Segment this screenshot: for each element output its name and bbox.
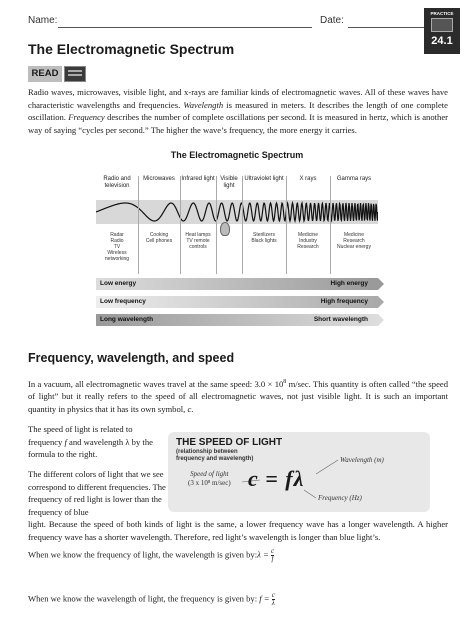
section-heading: Frequency, wavelength, and speed [28,351,235,365]
figure-title: The Electromagnetic Spectrum [170,150,304,160]
column-divider [180,176,181,274]
intro-paragraph: Radio waves, microwaves, visible light, and x-rays are familiar kinds of electromagnetic waves. All of these waves have characteristic wavelengths and frequencies. Wavelength is measured in meters. It describes the length of one complete oscillation. Frequency describes the number of complete oscillations per second. It is measured in hertz, which is another way of saying “cycles per second.” The higher the wave’s frequency, the more energy it carries. [28,87,448,135]
spectrum-columns [96,176,378,276]
speed-label: Speed of light (3 x 10⁸ m/sec) [188,470,231,487]
column-uses: Cooking Cell phones [145,232,173,244]
high-frequency-label: High frequency [320,298,368,305]
worksheet-header [28,14,404,30]
column-name: Microwaves [143,176,175,182]
wavelength-fraction: $\frac{c}{f}$ [270,547,275,563]
column-name: Infrared light [181,176,215,182]
column-uses: Medicine Research Nuclear energy [337,232,371,250]
column-name: Visible light [220,176,238,189]
page-title: The Electromagnetic Spectrum [28,41,235,57]
spectrum-column [216,176,242,274]
wavelength-formula-line: When we know the frequency of light, the wavelength is given by:λ = $\frac{c}{f}$ [28,547,275,563]
column-name: Radio and television [103,176,131,189]
speed-of-light-box [168,432,430,512]
colors-paragraph-cont: light. Because the speed of both kinds of light is the same, a lower frequency wave has a longer wavelength. A higher frequency wave has a shorter wavelength. Therefore, red light’s wavelength is longer than blue light’s. [28,519,448,542]
frequency-formula-line: When we know the wavelength of light, the frequency is given by: f = $\frac{c}{\lambda}$ [28,591,275,607]
spectrum-column [242,176,286,274]
spectrum-column [330,176,378,274]
spectrum-figure [96,150,378,330]
formula-paragraph: The speed of light is related to frequency f and wavelength λ by the formula to the right. [28,424,153,459]
speed-box-title: THE SPEED OF LIGHT [176,437,283,448]
column-divider [138,176,139,274]
column-uses: Heat lamps TV remote controls [185,232,211,250]
high-energy-label: High energy [330,280,368,287]
colors-paragraph: The different colors of light that we see correspond to different frequencies. The frequency of red light is lower than the frequency of blue [28,469,166,517]
spectrum-column [138,176,180,274]
column-divider [330,176,331,274]
name-line [58,27,312,28]
frequency-unit-label: Frequency (Hz) [318,494,362,502]
speed-paragraph: In a vacuum, all electromagnetic waves travel at the same speed: $3.0 \times 10^8$ m/sec. This quantity is often called “the speed of light” but it really refers to the speed of all electromagnetic waves, not just visible light. It is such an important quantity in physics that it has its own symbol, c. [28,378,448,414]
column-name: Ultraviolet light [244,176,284,182]
spectrum-column [286,176,330,274]
column-divider [286,176,287,274]
name-label: Name: [28,15,58,26]
column-name: Gamma rays [336,176,372,182]
date-label: Date: [320,15,344,26]
column-uses: Radar Radio TV Wireless networking [104,232,130,262]
speed-equation: c = fλ [248,466,305,491]
frequency-arrow [96,296,378,308]
column-uses: Sterilizers Black lights [251,232,277,244]
energy-arrow [96,278,378,290]
book-icon [64,66,86,82]
date-line [348,27,428,28]
column-name: X rays [299,176,317,182]
wavelength-unit-label: Wavelength (m) [340,456,384,464]
low-frequency-label: Low frequency [100,298,146,305]
low-energy-label: Low energy [100,280,137,287]
spectrum-column [96,176,138,274]
wavelength-arrow [96,314,378,326]
read-tag [28,66,86,82]
column-uses: Medicine Industry Research [297,232,319,250]
badge-number: 24.1 [431,35,453,47]
worksheet-icon [431,18,453,32]
term-frequency: Frequency [68,112,105,122]
column-divider [216,176,217,274]
speed-box-subtitle: (relationship between frequency and wavelength) [176,449,254,462]
long-wavelength-label: Long wavelength [100,316,154,323]
practice-badge [424,8,460,54]
read-label: READ [28,66,62,82]
badge-label: PRACTICE [430,11,454,16]
spectrum-column [180,176,216,274]
short-wavelength-label: Short wavelength [313,316,368,323]
term-wavelength: Wavelength [183,99,224,110]
frequency-fraction: $\frac{c}{\lambda}$ [271,591,275,607]
column-divider [242,176,243,274]
